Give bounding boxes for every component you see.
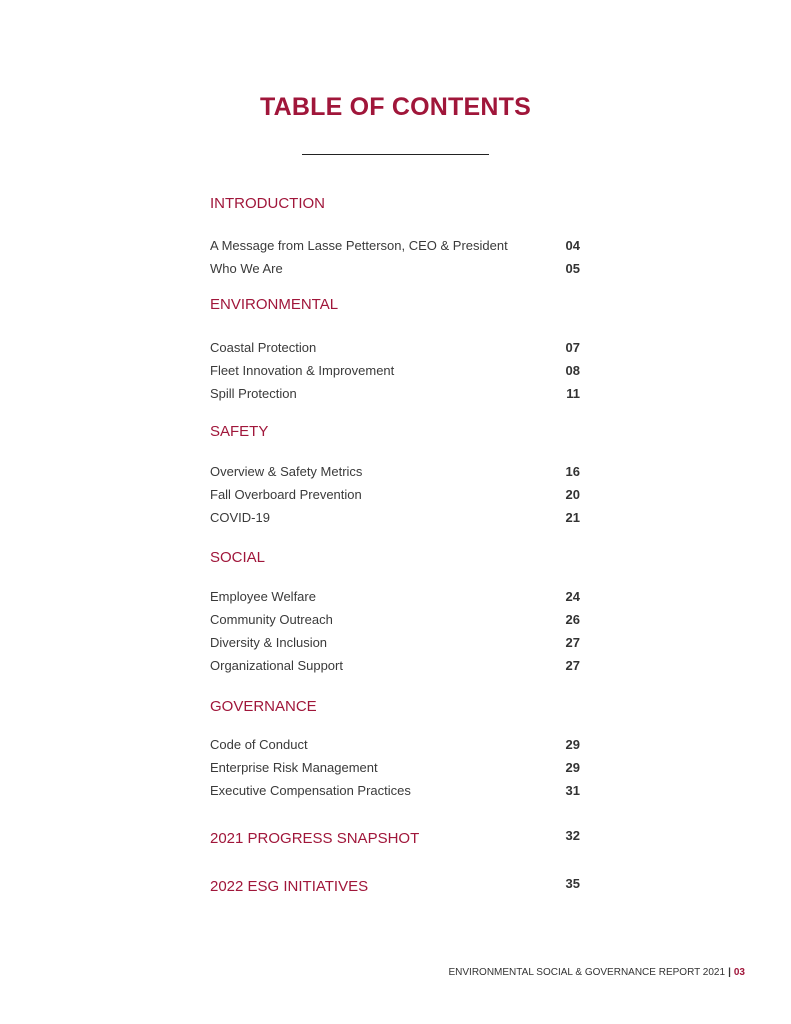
toc-entry[interactable] [210, 589, 580, 607]
footer-report-name: ENVIRONMENTAL SOCIAL & GOVERNANCE REPORT 2021 [448, 967, 726, 978]
title-divider [302, 154, 489, 155]
toc-entry[interactable] [210, 386, 580, 404]
toc-entry-label: Executive Compensation Practices [210, 783, 411, 798]
toc-entry-label: Employee Welfare [210, 589, 316, 604]
toc-entry-label: 2022 ESG INITIATIVES [210, 878, 369, 895]
toc-entry-label: Fall Overboard Prevention [210, 487, 362, 502]
toc-entry-label: Code of Conduct [210, 737, 308, 752]
toc-entry[interactable] [210, 340, 580, 358]
toc-entry[interactable] [210, 635, 580, 653]
toc-entry[interactable] [210, 658, 580, 676]
footer-page-number: 03 [733, 967, 745, 978]
toc-entry-page: 35 [565, 876, 580, 891]
toc-entry-page: 27 [565, 635, 580, 650]
section-heading-governance: GOVERNANCE [210, 698, 317, 715]
section-heading-social: SOCIAL [210, 549, 266, 566]
toc-entry-label: Organizational Support [210, 658, 343, 673]
toc-entry-page: 24 [565, 589, 580, 604]
toc-entry-page: 21 [565, 510, 580, 525]
toc-entry-esg-initiatives[interactable] [210, 878, 580, 898]
toc-entry-label: Enterprise Risk Management [210, 760, 378, 775]
toc-entry-label: Fleet Innovation & Improvement [210, 363, 395, 378]
toc-entry-page: 32 [565, 828, 580, 843]
toc-entry-page: 07 [565, 340, 580, 355]
toc-entry-page: 05 [565, 261, 580, 276]
toc-entry-page: 11 [566, 386, 580, 401]
toc-entry[interactable] [210, 363, 580, 381]
toc-entry[interactable] [210, 760, 580, 778]
toc-entry[interactable] [210, 261, 580, 279]
toc-entry[interactable] [210, 612, 580, 630]
toc-entry-progress-snapshot[interactable] [210, 830, 580, 850]
toc-entry-page: 20 [565, 487, 580, 502]
toc-entry-label: Diversity & Inclusion [210, 635, 328, 650]
toc-entry-label: Community Outreach [210, 612, 333, 627]
toc-entry-page: 26 [565, 612, 580, 627]
toc-entry-page: 08 [565, 363, 580, 378]
toc-entry-label: 2021 PROGRESS SNAPSHOT [210, 830, 420, 847]
page-footer [449, 967, 746, 978]
toc-entry[interactable] [210, 464, 580, 482]
toc-entry[interactable] [210, 737, 580, 755]
toc-entry-label: Spill Protection [210, 386, 297, 401]
toc-entry-page: 04 [565, 238, 580, 253]
toc-entry-page: 27 [565, 658, 580, 673]
page-title: TABLE OF CONTENTS [260, 93, 531, 121]
toc-entry[interactable] [210, 510, 580, 528]
toc-entry-label: Who We Are [210, 261, 283, 276]
footer-separator: | [728, 967, 731, 978]
toc-entry[interactable] [210, 783, 580, 801]
toc-entry[interactable] [210, 487, 580, 505]
toc-entry[interactable] [210, 238, 580, 256]
section-heading-introduction: INTRODUCTION [210, 195, 325, 212]
toc-entry-label: Coastal Protection [210, 340, 317, 355]
toc-entry-page: 29 [565, 737, 580, 752]
toc-entry-page: 31 [565, 783, 580, 798]
toc-entry-page: 29 [565, 760, 580, 775]
section-heading-environmental: ENVIRONMENTAL [210, 296, 339, 313]
toc-entry-label: COVID-19 [210, 510, 270, 525]
toc-entry-page: 16 [565, 464, 580, 479]
section-heading-safety: SAFETY [210, 423, 269, 440]
toc-entry-label: Overview & Safety Metrics [210, 464, 363, 479]
toc-entry-label: A Message from Lasse Petterson, CEO & President [210, 238, 508, 253]
